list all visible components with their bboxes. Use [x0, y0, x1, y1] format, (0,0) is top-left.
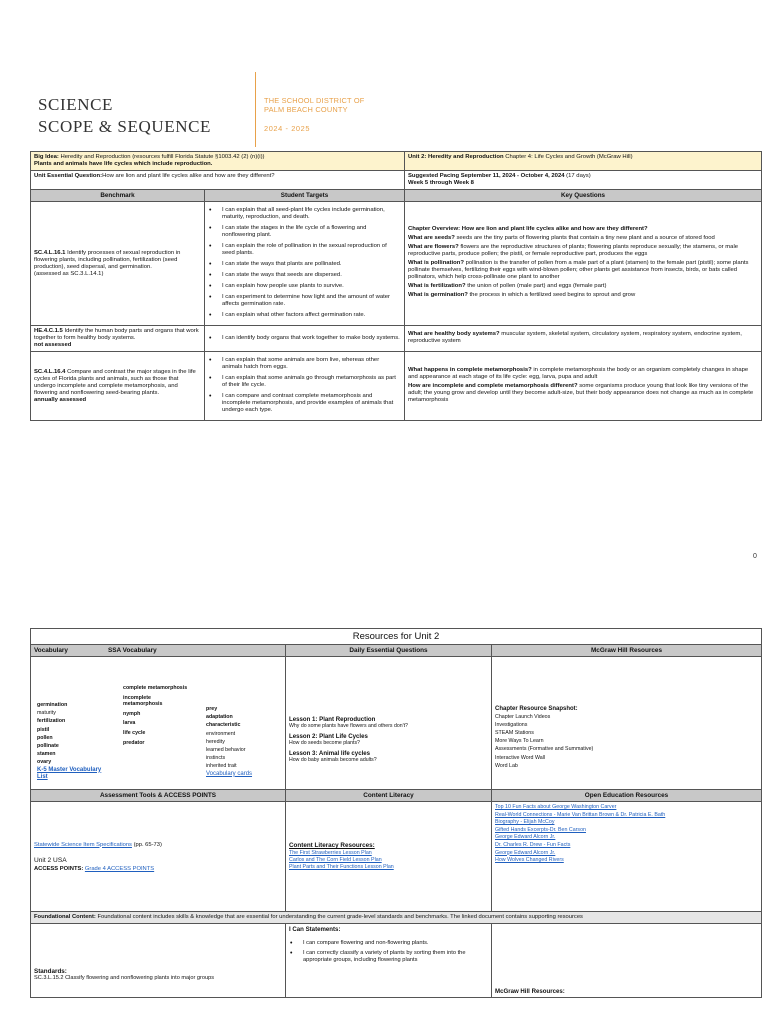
target-item: • I can identify body organs that work together to make body systems. [208, 335, 401, 342]
vocab-term: instincts [206, 755, 226, 762]
ican-cell [286, 924, 492, 998]
resources-header-row [31, 645, 762, 657]
deq-header: Daily Essential Questions [286, 645, 492, 657]
oer-link[interactable]: Biography - Elijah McCoy [495, 819, 555, 826]
targets-list [208, 335, 401, 342]
vocab-header: Vocabulary SSA Vocabulary [31, 645, 286, 657]
lesson-title: Lesson 3: Animal life cycles [289, 750, 371, 757]
literacy-link[interactable]: The First Strawberries Lesson Plan [289, 850, 372, 856]
resources-header-row-2 [31, 790, 762, 802]
unit-title-cell: Unit 2: Heredity and Reproduction Chapter 4: Life Cycles and Growth (McGraw Hill) [405, 152, 762, 171]
key-question: What is fertilization? the union of pollen (male part) and eggs (female part) [408, 283, 607, 289]
target-item: • I can explain that some animals go through metamorphosis as part of their life cycle. [208, 375, 401, 389]
page-number: 0 [753, 553, 757, 560]
vocab-term: learned behavior [206, 747, 246, 754]
oer-link[interactable]: Real-World Connections - Marie Van Brittan Brown & Dr. Patricia E. Bath [495, 811, 666, 818]
ican-label: I Can Statements: [289, 926, 341, 933]
target-item: • I can state the ways that seeds are dispersed. [208, 272, 401, 279]
key-question: How are incomplete and complete metamorphosis different? some organisms produce young that look like tiny versions of the adult; the young grow and develop until they become adult-size, but their body appearance does not change as much as in complete metamorphosis [408, 382, 754, 403]
target-item: • I can state the stages in the life cycle of a flowering and nonflowering plant. [208, 225, 401, 239]
target-item: • I can explain that all seed-plant life cycles include germination, maturity, reproduction, and death. [208, 207, 401, 221]
usa-label: Unit 2 USA [34, 856, 67, 864]
benchmark-cell: SC.4.L.16.1 Identify processes of sexual reproduction in flowering plants, including pollination, fertilization (seed production), seed dispersal, and germination. (assessed as SC.3.L.14.1) [31, 202, 205, 326]
header-divider [255, 72, 256, 147]
access-points-link[interactable]: Grade 4 ACCESS POINTS [84, 865, 155, 872]
item-specs-link[interactable]: Statewide Science Item Specifications [34, 841, 132, 848]
targets-cell [205, 326, 405, 352]
vocab-term: stamen [37, 751, 56, 758]
vocab-term: characteristic [206, 722, 241, 729]
resources-table [30, 628, 762, 998]
resources-title: Resources for Unit 2 [31, 629, 762, 645]
mh-header: McGraw Hill Resources [492, 645, 762, 657]
benchmark-header: Benchmark [31, 190, 205, 202]
questions-cell [405, 352, 762, 421]
oer-link[interactable]: George Edward Alcorn Jr. [495, 834, 556, 841]
key-question: What are healthy body systems? muscular system, skeletal system, circulatory system, respiratory system, endocrine system, reproductive system [408, 330, 742, 344]
key-question: What are flowers? flowers are the reproductive structures of plants; flowering plants reproduce sexually; the stamens, or male reproductive parts, produce pollen; the pistil, or female reproductive part, produces the eggs [408, 244, 739, 257]
master-vocabulary-link[interactable]: K-5 Master Vocabulary List [37, 766, 102, 780]
key-question: What is pollination? pollination is the transfer of pollen from a male part of a plant (stamen) to the female part (pistil); some plants pollinate themselves, fertilizing their eggs with wind-blown pollen; other plants get assistance from insects, birds, or bats called pollinators, which help cross-pollinate one plant to another [408, 260, 749, 280]
mh-resources-cell [492, 924, 762, 998]
oer-link[interactable]: Gifted Hands Excerpts-Dr. Ben Carson [495, 826, 586, 833]
vocab-term: pollinate [37, 743, 59, 750]
literacy-link[interactable]: Plant Parts and Their Functions Lesson Plan [289, 864, 394, 870]
vocab-term: incomplete metamorphosis [123, 694, 163, 708]
oer-link[interactable]: Dr. Charles R. Drew - Fun Facts [495, 841, 571, 848]
benchmark-row [31, 202, 762, 326]
document-header [38, 72, 408, 147]
assess-header: Assessment Tools & ACCESS POINTS [31, 790, 286, 802]
targets-header: Student Targets [205, 190, 405, 202]
vocab-term: heredity [206, 738, 225, 745]
oer-link[interactable]: Top 10 Fun Facts about George Washington Carver [495, 804, 617, 810]
vocab-term: pollen [37, 734, 53, 741]
vocab-term: environment [206, 730, 236, 737]
snapshot-item: More Ways To Learn [495, 738, 544, 745]
oer-link[interactable]: George Edward Alcorn Jr. [495, 849, 556, 856]
target-item: • I can explain how people use plants to survive. [208, 283, 401, 290]
lesson-question: How do baby animals become adults? [289, 757, 377, 763]
snapshot-title: Chapter Resource Snapshot: [495, 706, 578, 712]
benchmark-cell: HE.4.C.1.5 Identify the human body parts and organs that work together to form healthy body systems. not assessed [31, 326, 205, 352]
ican-item: • I can compare flowering and non-flowering plants. [289, 940, 488, 947]
vocab-term: ovary [37, 759, 52, 766]
target-item: • I can explain that some animals are born live, whereas other animals hatch from eggs. [208, 357, 401, 371]
snapshot-item: Word Lab [495, 762, 518, 769]
vocabulary-cards-link[interactable]: Vocabulary cards [206, 770, 253, 777]
essential-question-cell: Unit Essential Question:How are lion and plant life cycles alike and how are they different? [31, 171, 405, 190]
vocab-term: inherited trait [206, 763, 237, 770]
literacy-link[interactable]: Carlos and The Corn Field Lesson Plan [289, 857, 382, 863]
lesson-question: Why do some plants have flowers and others don't? [289, 723, 408, 729]
vocab-row [31, 657, 762, 790]
lesson-question: How do seeds become plants? [289, 740, 360, 746]
target-item: • I can explain what other factors affect germination rate. [208, 312, 401, 319]
ssa-vocab-list-2 [206, 705, 252, 778]
oer-cell [492, 802, 762, 912]
questions-cell [405, 326, 762, 352]
key-question: What is germination? the process in which a fertilized seed begins to sprout and grow [408, 292, 636, 298]
vocab-term: life cycle [123, 729, 146, 736]
questions-header: Key Questions [405, 190, 762, 202]
district-name: THE SCHOOL DISTRICT OF PALM BEACH COUNTY [264, 96, 365, 114]
standards-row [31, 924, 762, 998]
essential-question-row [31, 171, 762, 190]
vocab-term: nymph [123, 710, 141, 717]
oer-link[interactable]: How Wolves Changed Rivers [495, 857, 564, 864]
scope-sequence-table [30, 151, 762, 421]
assess-cell: Statewide Science Item Specifications (pp. 65-73) Unit 2 USA ACCESS POINTS: Grade 4 ACCESS POINTS [31, 802, 286, 912]
literacy-title: Content Literacy Resources: [289, 842, 375, 849]
snapshot-item: Interactive Word Wall [495, 754, 546, 761]
snapshot-item: Assessments (Formative and Summative) [495, 746, 594, 753]
standards-label: Standards: [34, 968, 67, 975]
questions-cell [405, 202, 762, 326]
vocab-term: maturity [37, 710, 56, 717]
benchmark-cell: SC.4.L.16.4 Compare and contrast the major stages in the life cycles of Florida plants and animals, such as those that undergo incomplete and complete metamorphosis, and flowering and nonflowering seed-bearing plants. annually assessed [31, 352, 205, 421]
vocab-term: prey [206, 706, 218, 712]
oer-header: Open Education Resources [492, 790, 762, 802]
targets-list [208, 357, 401, 414]
targets-cell [205, 202, 405, 326]
target-item: • I can state the ways that plants are pollinated. [208, 261, 401, 268]
pacing-cell: Suggested Pacing September 11, 2024 - October 4, 2024 (17 days) Week 5 through Week 8 [405, 171, 762, 190]
standards-cell [31, 924, 286, 998]
column-header-row [31, 190, 762, 202]
foundational-cell: Foundational Content: Foundational content includes skills & knowledge that are essential for understanding the current grade-level standards and benchmarks. The linked document contains supporting resources [31, 912, 762, 924]
target-item: • I can compare and contrast complete metamorphosis and incomplete metamorphosis, and provide examples of animals that undergo each type. [208, 393, 401, 414]
vocab-term: larva [123, 720, 136, 727]
big-idea-row [31, 152, 762, 171]
key-question: What happens in complete metamorphosis? in complete metamorphosis the body or an organism completely changes in shape and appearance at each stage of its life cycle: egg, larva, pupa and adult [408, 366, 749, 380]
lesson-title: Lesson 1: Plant Reproduction [289, 716, 376, 723]
targets-cell [205, 352, 405, 421]
vocab-term: germination [37, 702, 68, 708]
literacy-cell [286, 802, 492, 912]
vocab-term: pistil [37, 726, 50, 733]
mh-resources-label: McGraw Hill Resources: [495, 988, 565, 995]
key-question: Chapter Overview: How are lion and plant life cycles alike and how are they different? [408, 226, 648, 232]
vocab-term: predator [123, 739, 145, 746]
vocab-term: adaptation [206, 714, 233, 721]
target-item: • I can explain the role of pollination in the sexual reproduction of seed plants. [208, 243, 401, 257]
lesson-title: Lesson 2: Plant Life Cycles [289, 733, 368, 740]
snapshot-item: Investigations [495, 722, 528, 729]
key-question: What are seeds? seeds are the tiny parts of flowering plants that contain a tiny new plant and a source of stored food [408, 235, 715, 241]
mcgraw-hill-cell [492, 657, 762, 790]
vocab-cell [31, 657, 286, 790]
vocab-term: fertilization [37, 718, 66, 725]
foundational-row [31, 912, 762, 924]
document-title: SCIENCE SCOPE & SEQUENCE [38, 95, 212, 136]
benchmark-row [31, 352, 762, 421]
assess-row [31, 802, 762, 912]
daily-questions-cell [286, 657, 492, 790]
snapshot-item: STEAM Stations [495, 730, 534, 737]
big-idea-cell: Big Idea: Heredity and Reproduction (resources fulfill Florida Statute §1003.42 (2) (n)(i)) Plants and animals have life cycles which include reproduction. [31, 152, 405, 171]
standards-text: SC.3.L.15.2 Classify flowering and nonflowering plants into major groups [34, 975, 215, 981]
vocab-list [37, 701, 105, 781]
target-item: • I can experiment to determine how light and the amount of water affects germination rate. [208, 294, 401, 308]
benchmark-row [31, 326, 762, 352]
literacy-header: Content Literacy [286, 790, 492, 802]
school-year: 2024 - 2025 [264, 124, 311, 133]
snapshot-item: Chapter Launch Videos [495, 714, 551, 721]
ssa-vocab-list [123, 685, 191, 746]
ican-item: • I can correctly classify a variety of plants by sorting them into the appropriate groups, including flowering plants [289, 950, 488, 964]
targets-list [208, 207, 401, 319]
vocab-term: complete metamorphosis [123, 685, 188, 691]
